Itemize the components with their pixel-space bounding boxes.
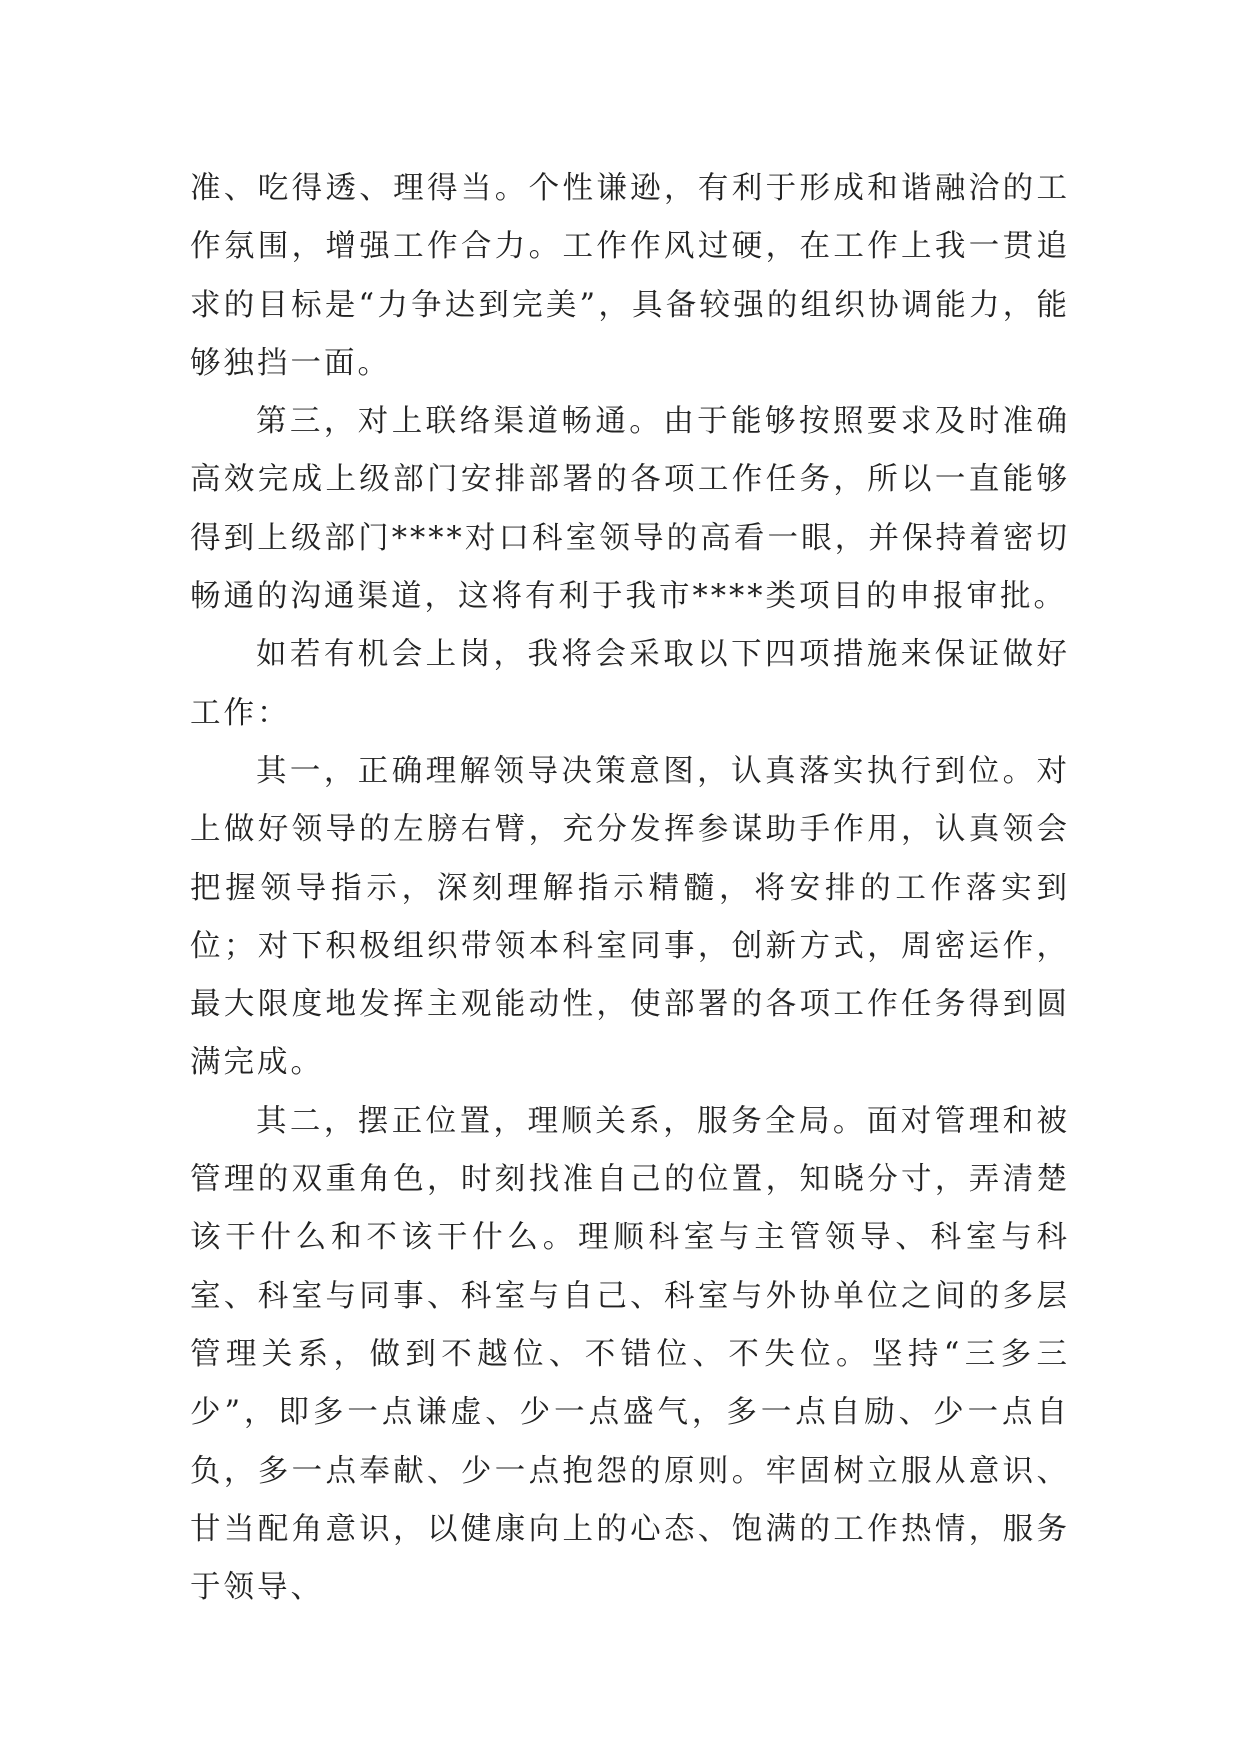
paragraph-1: 准、吃得透、理得当。个性谦逊，有利于形成和谐融洽的工作氛围，增强工作合力。工作作风过硬，在工作上我一贯追求的目标是“力争达到完美”，具备较强的组织协调能力，能够独挡一面。 [190,171,1070,381]
paragraph-3: 如若有机会上岗，我将会采取以下四项措施来保证做好工作： [190,637,1070,731]
paragraph-2: 第三，对上联络渠道畅通。由于能够按照要求及时准确高效完成上级部门安排部署的各项工作任务，所以一直能够得到上级部门****对口科室领导的高看一眼，并保持着密切畅通的沟通渠道，这将有利于我市****类项目的申报审批。 [190,404,1070,615]
paragraph-5: 其二，摆正位置，理顺关系，服务全局。面对管理和被管理的双重角色，时刻找准自己的位置，知晓分寸，弄清楚该干什么和不该干什么。理顺科室与主管领导、科室与科室、科室与同事、科室与自己、科室与外协单位之间的多层管理关系，做到不越位、不错位、不失位。坚持“三多三少”，即多一点谦虚、少一点盛气，多一点自励、少一点自负，多一点奉献、少一点抱怨的原则。牢固树立服从意识、甘当配角意识，以健康向上的心态、饱满的工作热情，服务于领导、 [190,1103,1070,1606]
document-body [190,160,1070,1617]
paragraph-4: 其一，正确理解领导决策意图，认真落实执行到位。对上做好领导的左膀右臂，充分发挥参谋助手作用，认真领会把握领导指示，深刻理解指示精髓，将安排的工作落实到位；对下积极组织带领本科室同事，创新方式，周密运作，最大限度地发挥主观能动性，使部署的各项工作任务得到圆满完成。 [190,753,1070,1081]
